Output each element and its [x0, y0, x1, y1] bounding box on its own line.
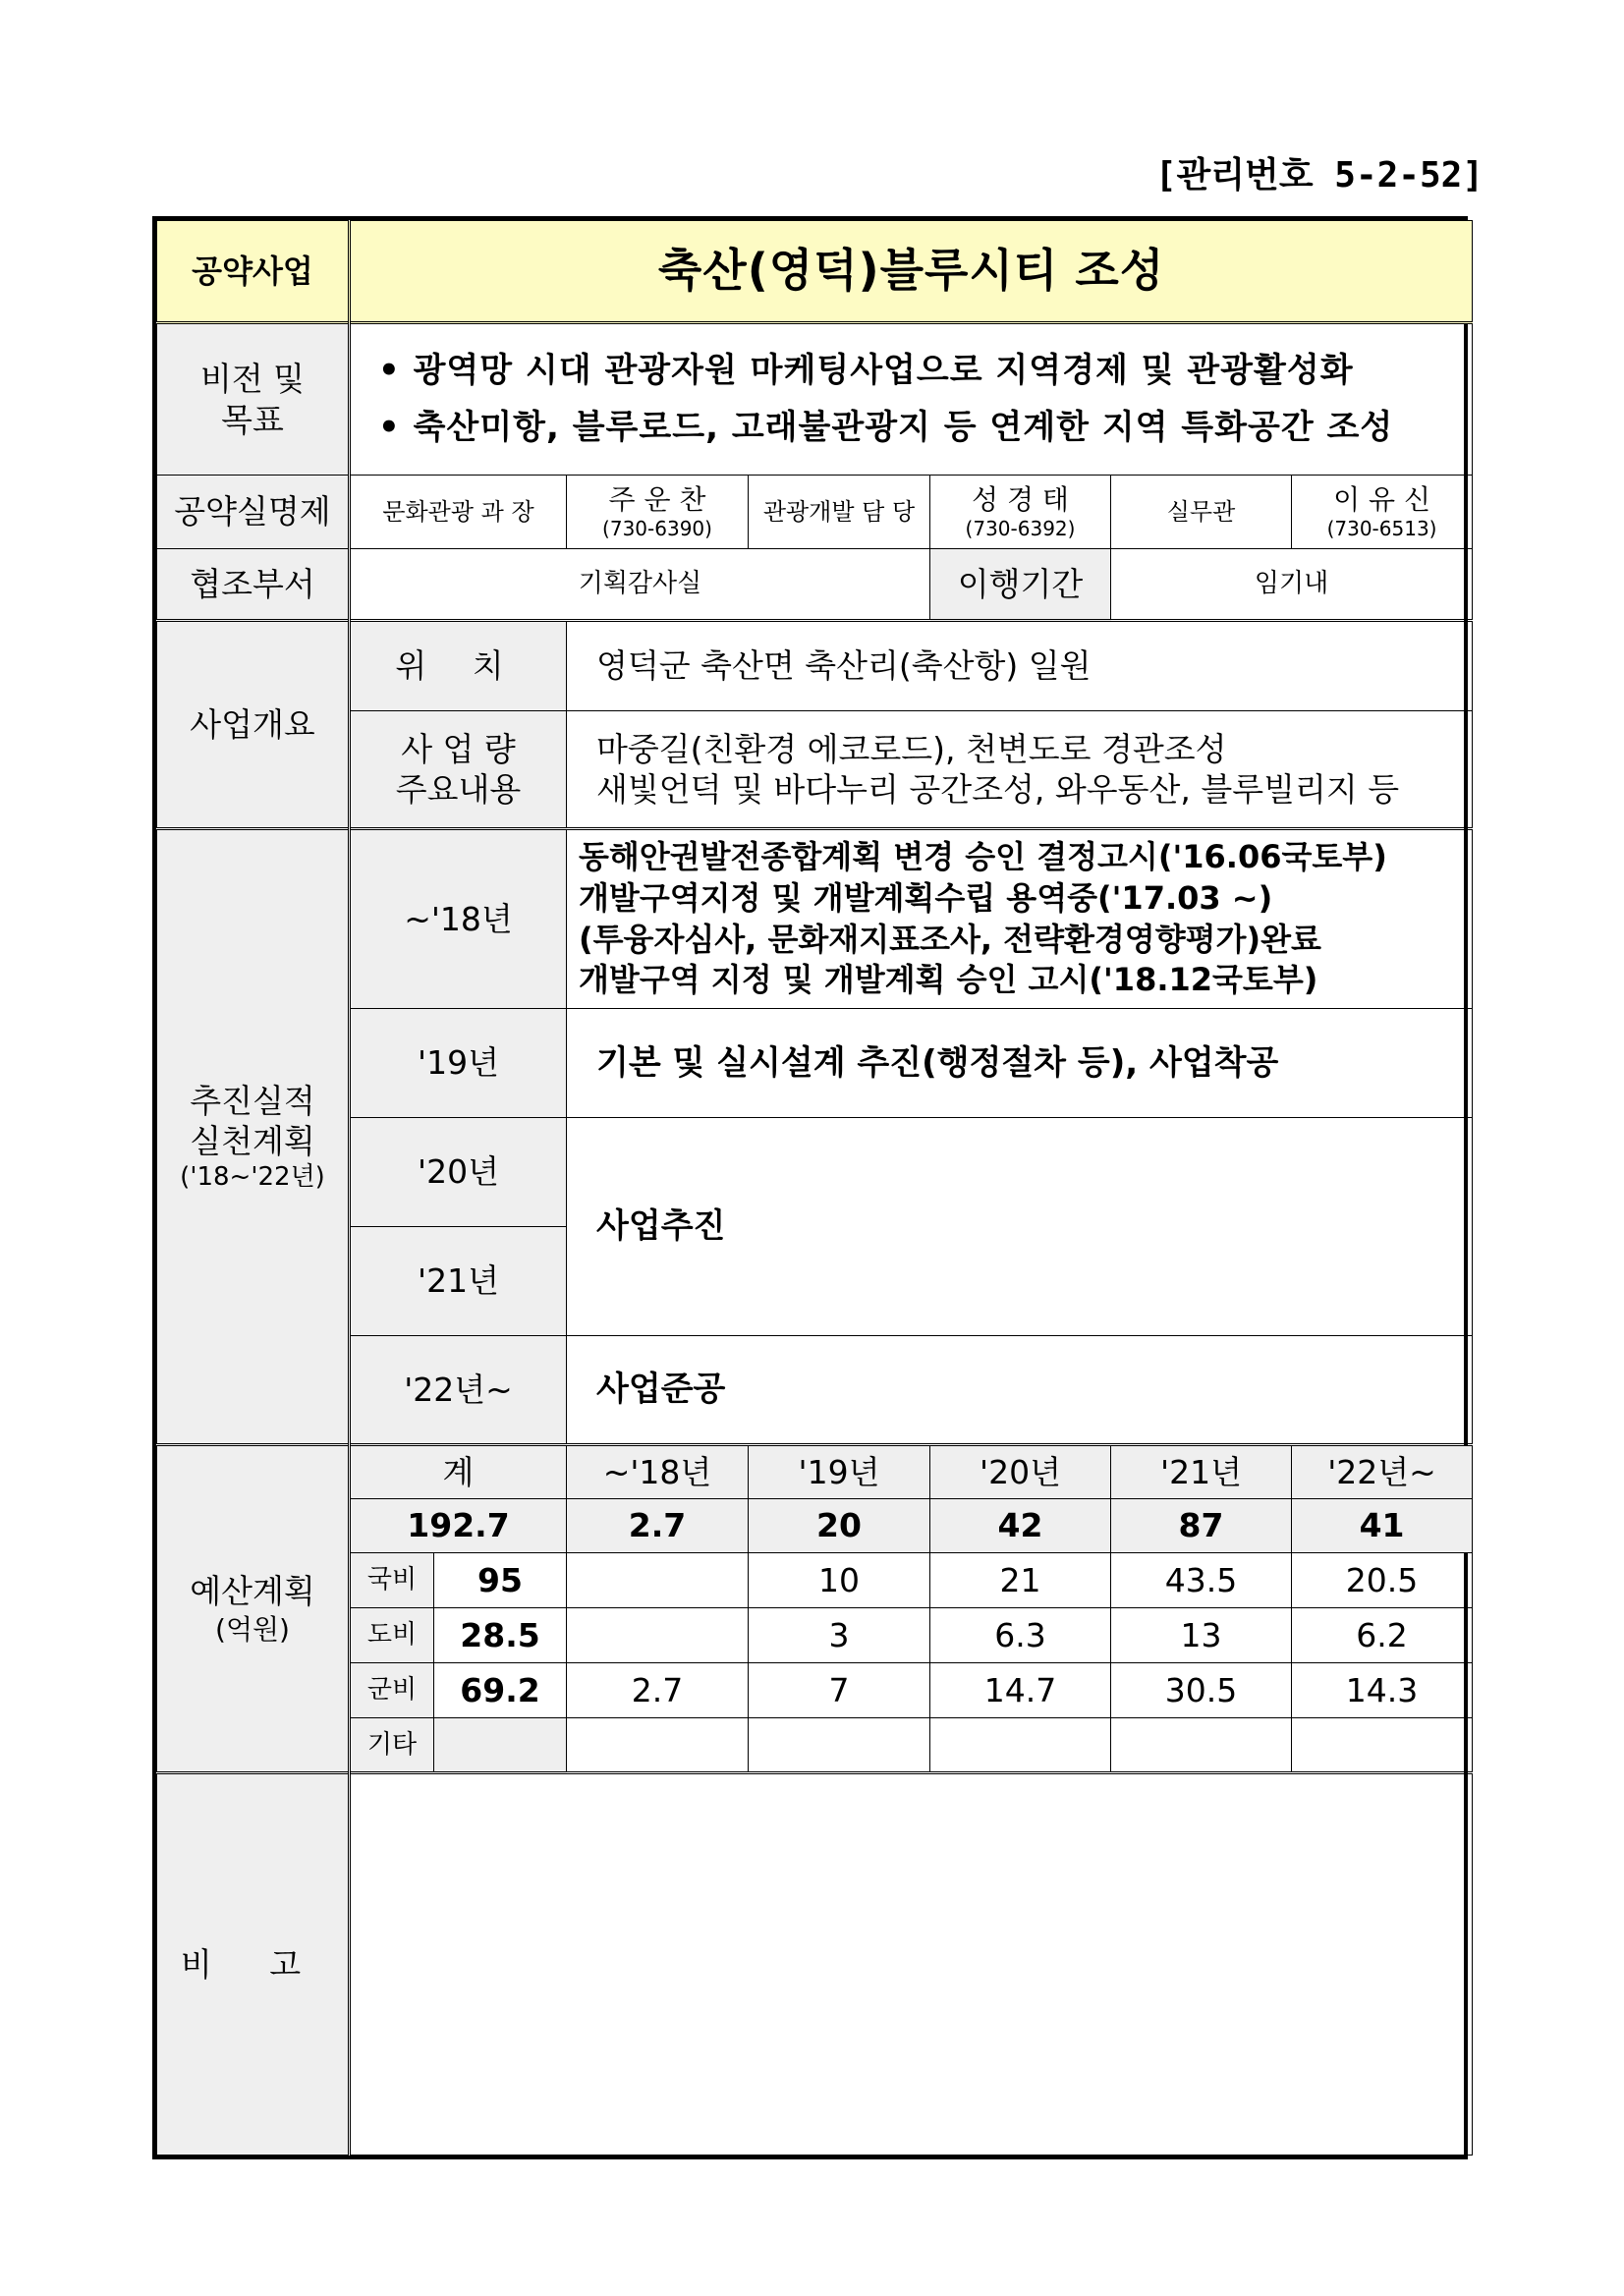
progress-label: 추진실적 실천계획 ('18~'22년) — [157, 829, 350, 1445]
vision-label: 비전 및 목표 — [157, 323, 350, 476]
budget-cell: 43.5 — [1111, 1553, 1292, 1608]
official-1 — [567, 476, 749, 549]
budget-cell: 95 — [434, 1553, 567, 1608]
year-2022-plan: 사업준공 — [567, 1336, 1473, 1445]
budget-cell: 7 — [749, 1663, 930, 1718]
content-value: 마중길(친환경 에코로드), 천변도로 경관조성 새빛언덕 및 바다누리 공간조성, 와우동산, 블루빌리지 등 — [567, 711, 1473, 829]
budget-cell — [567, 1718, 749, 1773]
vision-item: • 축산미항, 블루로드, 고래불관광지 등 연계한 지역 특화공간 조성 — [378, 407, 1394, 447]
budget-row-name: 도비 — [350, 1608, 434, 1663]
officials-label: 공약실명제 — [157, 476, 350, 549]
year-2019-plan: 기본 및 실시설계 추진(행정절차 등), 사업착공 — [567, 1009, 1473, 1118]
budget-cell: 20.5 — [1292, 1553, 1473, 1608]
official-1-name: 주 운 찬 — [608, 483, 706, 516]
budget-total: 42 — [930, 1499, 1111, 1553]
budget-cell: 21 — [930, 1553, 1111, 1608]
content-label: 사 업 량 주요내용 — [350, 711, 567, 829]
pledge-table — [152, 216, 1468, 2159]
coop-dept: 기획감사실 — [350, 549, 930, 621]
budget-cell: 69.2 — [434, 1663, 567, 1718]
year-2020-label: '20년 — [350, 1118, 567, 1227]
remarks-value — [350, 1773, 1473, 2156]
budget-cell — [749, 1718, 930, 1773]
budget-cell: 2.7 — [567, 1663, 749, 1718]
pledge-label: 공약사업 — [157, 221, 350, 323]
official-1-title: 문화관광 과 장 — [350, 476, 567, 549]
budget-cell: 28.5 — [434, 1608, 567, 1663]
budget-cell — [567, 1553, 749, 1608]
budget-header: 계 — [350, 1445, 567, 1499]
budget-row-name: 국비 — [350, 1553, 434, 1608]
budget-header: '22년~ — [1292, 1445, 1473, 1499]
official-3-title: 실무관 — [1111, 476, 1292, 549]
budget-cell: 30.5 — [1111, 1663, 1292, 1718]
budget-cell: 6.2 — [1292, 1608, 1473, 1663]
budget-cell: 14.7 — [930, 1663, 1111, 1718]
management-number: [관리번호 5-2-52] — [1154, 155, 1484, 196]
budget-total: 41 — [1292, 1499, 1473, 1553]
budget-header: '20년 — [930, 1445, 1111, 1499]
budget-cell — [567, 1608, 749, 1663]
budget-label: 예산계획 (억원) — [157, 1445, 350, 1773]
budget-cell — [1111, 1718, 1292, 1773]
budget-header: '21년 — [1111, 1445, 1292, 1499]
budget-cell: 14.3 — [1292, 1663, 1473, 1718]
location-label: 위 치 — [350, 621, 567, 711]
official-3 — [1292, 476, 1473, 549]
coop-label: 협조부서 — [157, 549, 350, 621]
year-2021-label: '21년 — [350, 1227, 567, 1336]
budget-total: 2.7 — [567, 1499, 749, 1553]
budget-cell — [1292, 1718, 1473, 1773]
year-2018-plan: 동해안권발전종합계획 변경 승인 결정고시('16.06국토부) 개발구역지정 및 개발계획수립 용역중('17.03 ~) (투융자심사, 문화재지표조사, 전략환경영향평가)완료 개발구역 지정 및 개발계획 승인 고시('18.12국토부) — [567, 829, 1473, 1009]
year-2018-label: ~'18년 — [350, 829, 567, 1009]
location-value: 영덕군 축산면 축산리(축산항) 일원 — [567, 621, 1473, 711]
budget-total: 87 — [1111, 1499, 1292, 1553]
official-3-tel: (730-6513) — [1326, 517, 1437, 540]
official-3-name: 이 유 신 — [1333, 483, 1431, 516]
vision-item: • 광역망 시대 관광자원 마케팅사업으로 지역경제 및 관광활성화 — [378, 350, 1354, 390]
pledge-title: 축산(영덕)블루시티 조성 — [350, 221, 1473, 323]
official-2-name: 성 경 태 — [972, 483, 1069, 516]
budget-header: '19년 — [749, 1445, 930, 1499]
official-2-tel: (730-6392) — [965, 517, 1076, 540]
budget-cell — [930, 1718, 1111, 1773]
budget-total: 20 — [749, 1499, 930, 1553]
budget-header: ~'18년 — [567, 1445, 749, 1499]
budget-cell: 6.3 — [930, 1608, 1111, 1663]
official-1-tel: (730-6390) — [602, 517, 712, 540]
official-2-title: 관광개발 담 당 — [749, 476, 930, 549]
year-2020-2021-plan: 사업추진 — [567, 1118, 1473, 1336]
official-2 — [930, 476, 1111, 549]
budget-row-name: 기타 — [350, 1718, 434, 1773]
budget-row-name: 군비 — [350, 1663, 434, 1718]
budget-cell: 10 — [749, 1553, 930, 1608]
budget-cell — [434, 1718, 567, 1773]
period-value: 임기내 — [1111, 549, 1473, 621]
budget-total: 192.7 — [350, 1499, 567, 1553]
overview-label: 사업개요 — [157, 621, 350, 829]
budget-cell: 3 — [749, 1608, 930, 1663]
year-2019-label: '19년 — [350, 1009, 567, 1118]
period-label: 이행기간 — [930, 549, 1111, 621]
remarks-label: 비 고 — [157, 1773, 350, 2156]
year-2022-label: '22년~ — [350, 1336, 567, 1445]
budget-cell: 13 — [1111, 1608, 1292, 1663]
vision-goals — [350, 323, 1473, 476]
